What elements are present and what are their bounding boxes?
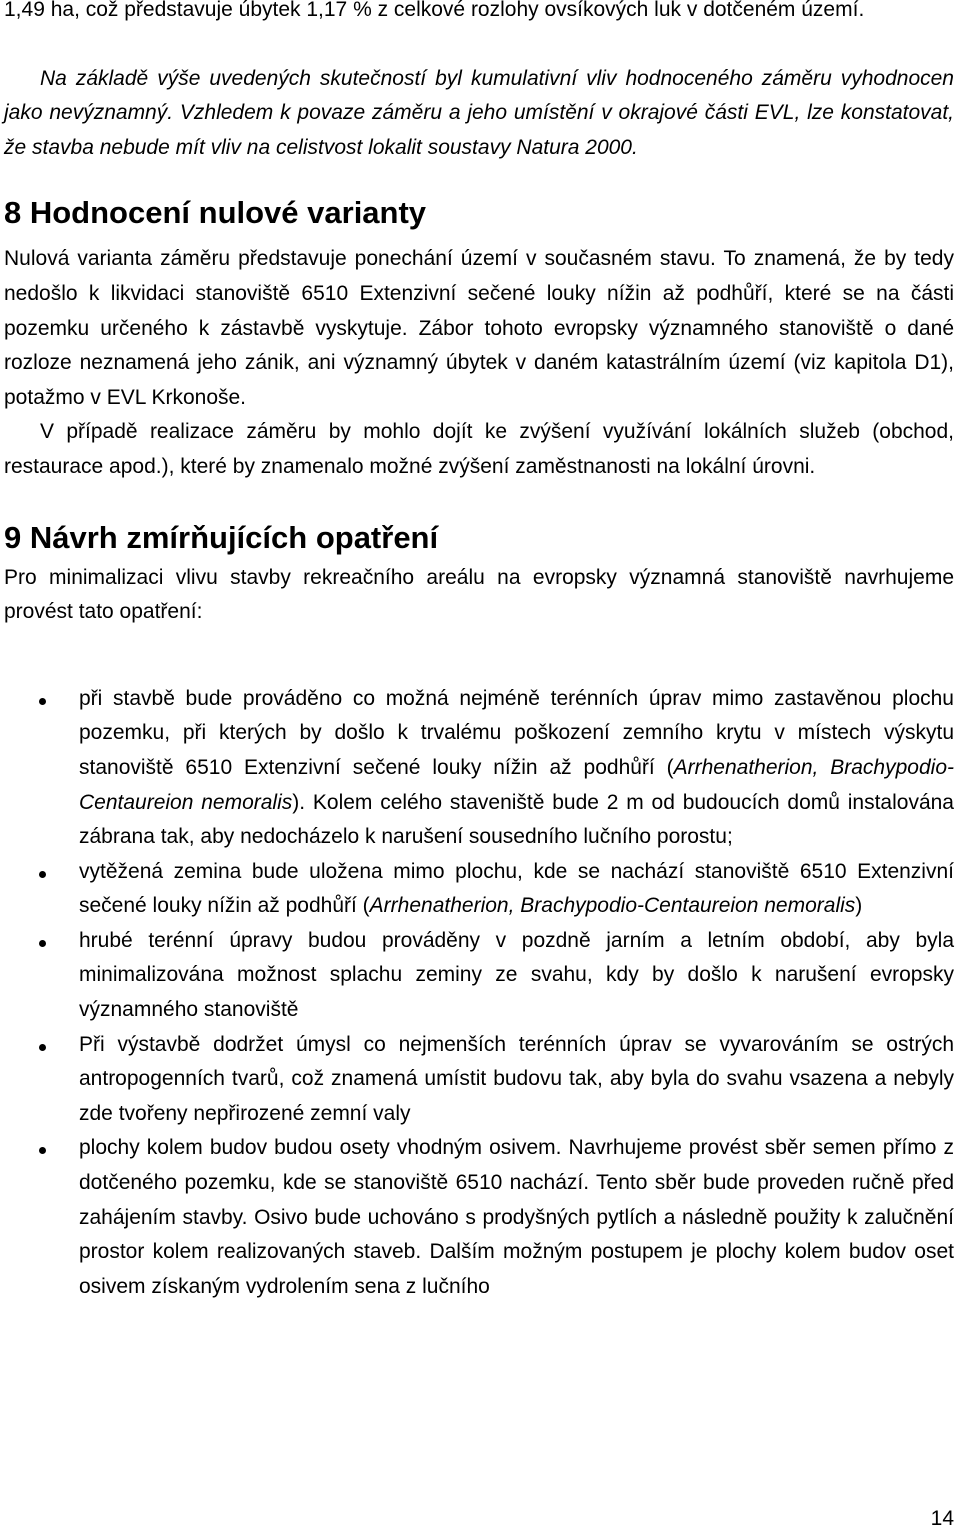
- list-item: [4, 1028, 954, 1132]
- latin-name: Arrhenatherion, Brachypodio-Centaureion nemoralis: [79, 755, 954, 814]
- mitigation-measures-list: [4, 682, 954, 1305]
- list-item: [4, 682, 954, 855]
- list-item-text: [79, 682, 954, 855]
- intro-paragraph-2-part-1: Na základě výše uvedených skutečností byl kumulativní vliv hodnoceného záměru vyhodnocen jako nevýznamný.: [4, 66, 954, 125]
- list-item-text-part: ). Kolem celého staveniště bude 2 m od budoucích domů instalována zábrana tak, aby nedocházelo k narušení sousedního lučního porostu;: [79, 790, 954, 849]
- latin-name: Arrhenatherion, Brachypodio-Centaureion nemoralis: [369, 894, 856, 918]
- section-8-heading: 8 Hodnocení nulové varianty: [4, 195, 427, 231]
- bullet-icon: [39, 871, 46, 878]
- section-9-heading: 9 Návrh zmírňujících opatření: [4, 519, 439, 555]
- bullet-icon: [39, 940, 46, 947]
- section-8-paragraph-2: V případě realizace záměru by mohlo dojít ke zvýšení využívání lokálních služeb (obchod, restaurace apod.), které by znamenalo možné zvýšení zaměstnanosti na lokální úrovni.: [4, 420, 954, 478]
- section-9-intro: Pro minimalizaci vlivu stavby rekreačního areálu na evropsky významná stanoviště navrhujeme provést tato opatření:: [4, 565, 954, 624]
- list-item-text-part: ): [855, 894, 863, 918]
- section-8-paragraph-1: Nulová varianta záměru představuje ponechání území v současném stavu. To znamená, že by tedy nedošlo k likvidaci stanoviště 6510 Extenzivní sečené louky nížin až podhůří, které se na části pozemku určeného k zástavbě vyskytuje. Zábor tohoto evropsky významného stanoviště o dané rozloze neznamená jeho zánik, ani významný úbytek v daném katastrálním území (viz kapitola D1), potažmo v EVL Krkonoše.: [4, 247, 954, 409]
- bullet-icon: [39, 1044, 46, 1051]
- bullet-icon: [39, 1147, 46, 1154]
- document-page: [4, 0, 954, 1304]
- page-number: 14: [930, 1507, 954, 1530]
- list-item-text-part: vytěžená zemina bude uložena mimo plochu, kde se nachází stanoviště 6510 Extenzivní sečené louky nížin až podhůří (: [79, 859, 954, 918]
- list-item: [4, 855, 954, 924]
- list-item: [4, 1131, 954, 1304]
- list-item-text-part: při stavbě bude prováděno co možná nejméně terénních úprav mimo zastavěnou plochu pozemku, při kterých by došlo k trvalému poškození zemního krytu v místech výskytu stanoviště 6510 Extenzivní sečené louky nížin až podhůří (: [79, 686, 954, 779]
- intro-paragraph-2: [4, 62, 954, 166]
- intro-paragraph-1: 1,49 ha, což představuje úbytek 1,17 % z celkové rozlohy ovsíkových luk v dotčeném území.: [4, 0, 865, 21]
- list-item-text: plochy kolem budov budou osety vhodným osivem. Navrhujeme provést sběr semen přímo z dotčeného pozemku, kde se stanoviště 6510 nachází. Tento sběr bude proveden ručně před zahájením stavby. Osivo bude uchováno s prodyšných pytlích a následně použity k zalučnění prostor kolem realizovaných staveb. Dalším možným postupem je plochy kolem budov oset osivem získaným vydrolením sena z lučního: [79, 1136, 954, 1298]
- intro-paragraph-2-part-2: Vzhledem k povaze záměru a jeho umístění v okrajové části EVL, lze konstatovat, že stavba nebude mít vliv na celistvost lokalit soustavy Natura 2000.: [4, 101, 954, 159]
- list-item-text: hrubé terénní úpravy budou prováděny v pozdně jarním a letním období, aby byla minimalizována možnost splachu zeminy ze svahu, kdy by došlo k narušení evropsky významného stanoviště: [79, 928, 954, 1022]
- bullet-icon: [39, 698, 46, 705]
- list-item-text: [79, 855, 954, 924]
- list-item: [4, 924, 954, 1028]
- list-item-text: Při výstavbě dodržet úmysl co nejmenších terénních úprav se vyvarováním se ostrých antropogenních tvarů, což znamená umístit budovu tak, aby byla do svahu vsazena a nebyly zde tvořeny nepřirozené zemní valy: [79, 1032, 954, 1125]
